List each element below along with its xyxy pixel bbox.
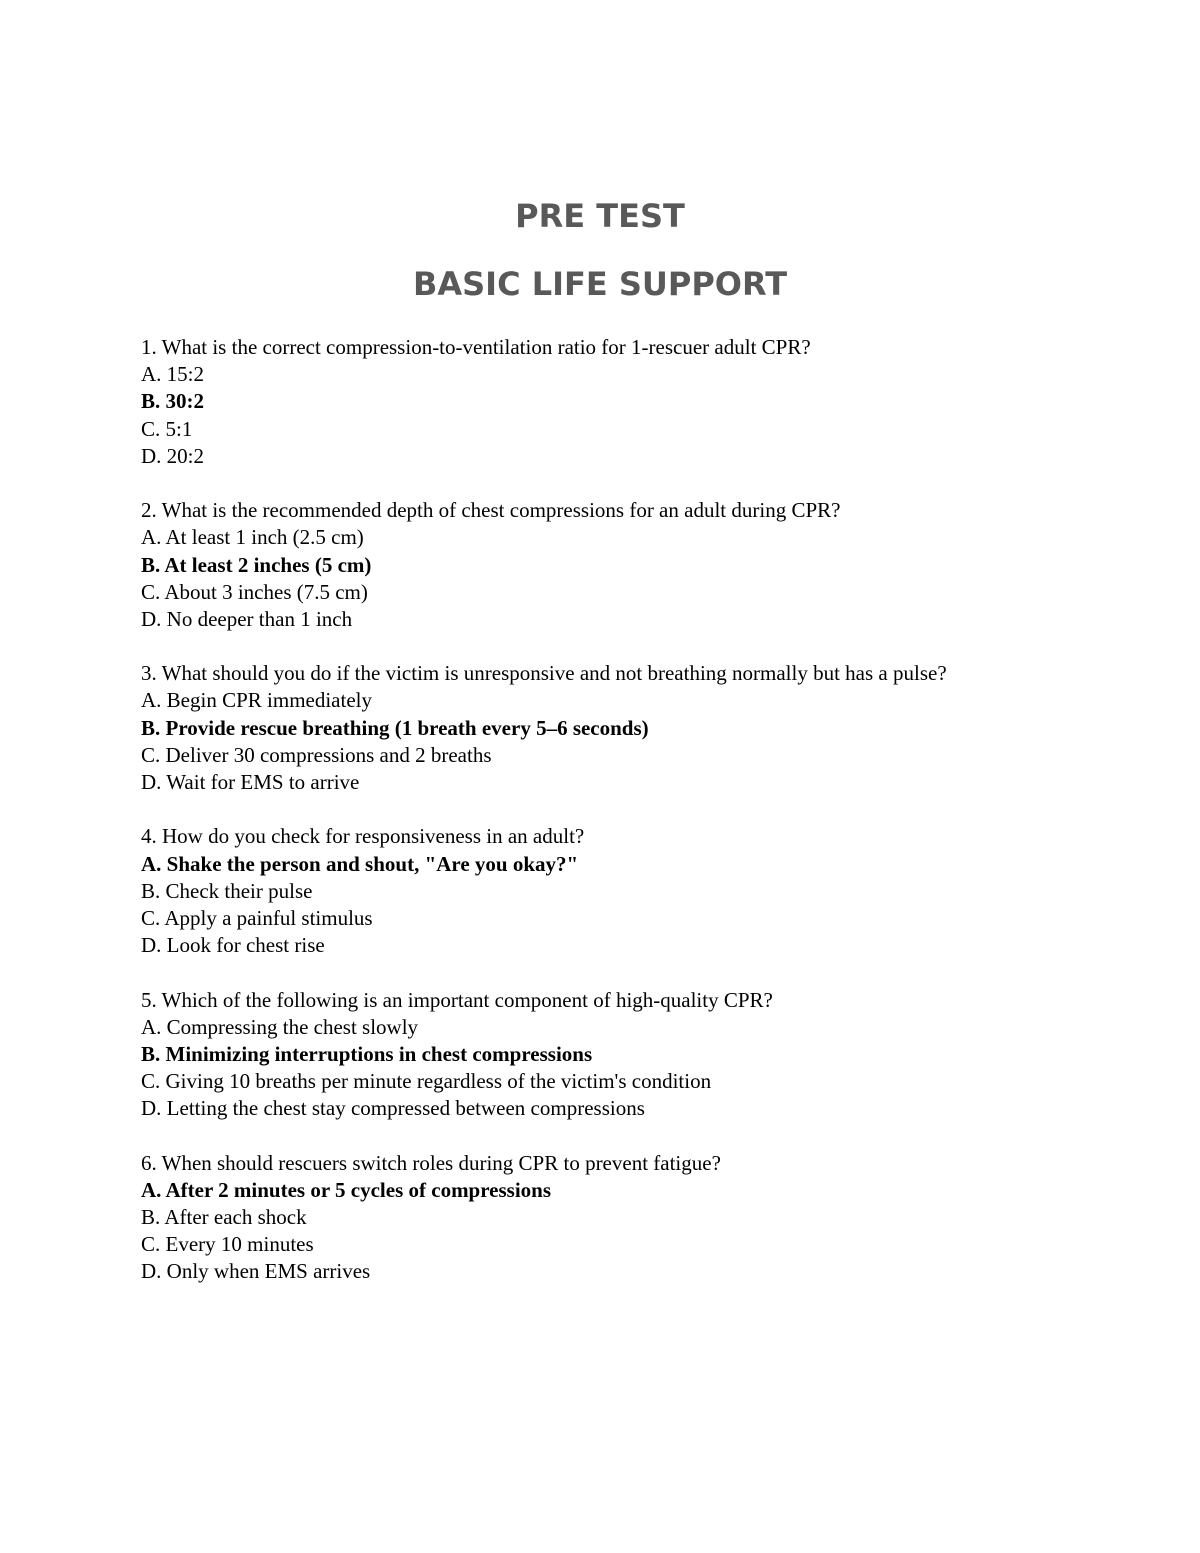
answer-option: D. Look for chest rise	[141, 933, 325, 958]
question-list	[141, 334, 1141, 1313]
document-title: PRE TEST	[515, 197, 685, 235]
answer-option: C. Apply a painful stimulus	[141, 905, 373, 930]
question-text: 6. When should rescuers switch roles during CPR to prevent fatigue?	[141, 1150, 721, 1175]
question-1	[141, 334, 1141, 470]
answer-option: A. Begin CPR immediately	[141, 688, 372, 713]
question-2	[141, 497, 1141, 633]
question-6	[141, 1150, 1141, 1286]
question-text: 4. How do you check for responsiveness in an adult?	[141, 824, 585, 849]
answer-option: C. Deliver 30 compressions and 2 breaths	[141, 742, 492, 767]
answer-option-correct: A. Shake the person and shout, "Are you okay?"	[141, 851, 579, 876]
answer-option: C. Giving 10 breaths per minute regardless of the victim's condition	[141, 1069, 712, 1094]
question-text: 3. What should you do if the victim is unresponsive and not breathing normally but has a pulse?	[141, 661, 947, 686]
answer-option: C. Every 10 minutes	[141, 1232, 314, 1257]
answer-option: D. 20:2	[141, 443, 204, 468]
answer-option: A. Compressing the chest slowly	[141, 1014, 419, 1039]
answer-option: D. No deeper than 1 inch	[141, 606, 353, 631]
question-text: 5. Which of the following is an important component of high-quality CPR?	[141, 987, 773, 1012]
answer-option: D. Wait for EMS to arrive	[141, 770, 360, 794]
answer-option: D. Letting the chest stay compressed between compressions	[141, 1096, 645, 1121]
answer-option: C. 5:1	[141, 416, 193, 441]
question-text: 2. What is the recommended depth of chest compressions for an adult during CPR?	[141, 498, 841, 523]
answer-option: B. Check their pulse	[141, 878, 313, 903]
answer-option-correct: B. 30:2	[141, 389, 204, 414]
document-subtitle: BASIC LIFE SUPPORT	[412, 265, 788, 303]
answer-option: A. At least 1 inch (2.5 cm)	[141, 525, 364, 550]
question-3	[141, 660, 1141, 796]
question-text: 1. What is the correct compression-to-ventilation ratio for 1-rescuer adult CPR?	[141, 335, 811, 359]
question-5	[141, 987, 1141, 1123]
answer-option-correct: B. Minimizing interruptions in chest compressions	[141, 1041, 593, 1066]
answer-option: D. Only when EMS arrives	[141, 1259, 371, 1284]
answer-option-correct: B. Provide rescue breathing (1 breath every 5–6 seconds)	[141, 715, 649, 740]
answer-option: B. After each shock	[141, 1205, 307, 1229]
answer-option: C. About 3 inches (7.5 cm)	[141, 579, 368, 604]
answer-option-correct: B. At least 2 inches (5 cm)	[141, 552, 372, 577]
answer-option-correct: A. After 2 minutes or 5 cycles of compressions	[141, 1177, 552, 1202]
answer-option: A. 15:2	[141, 362, 204, 387]
question-4	[141, 823, 1141, 959]
